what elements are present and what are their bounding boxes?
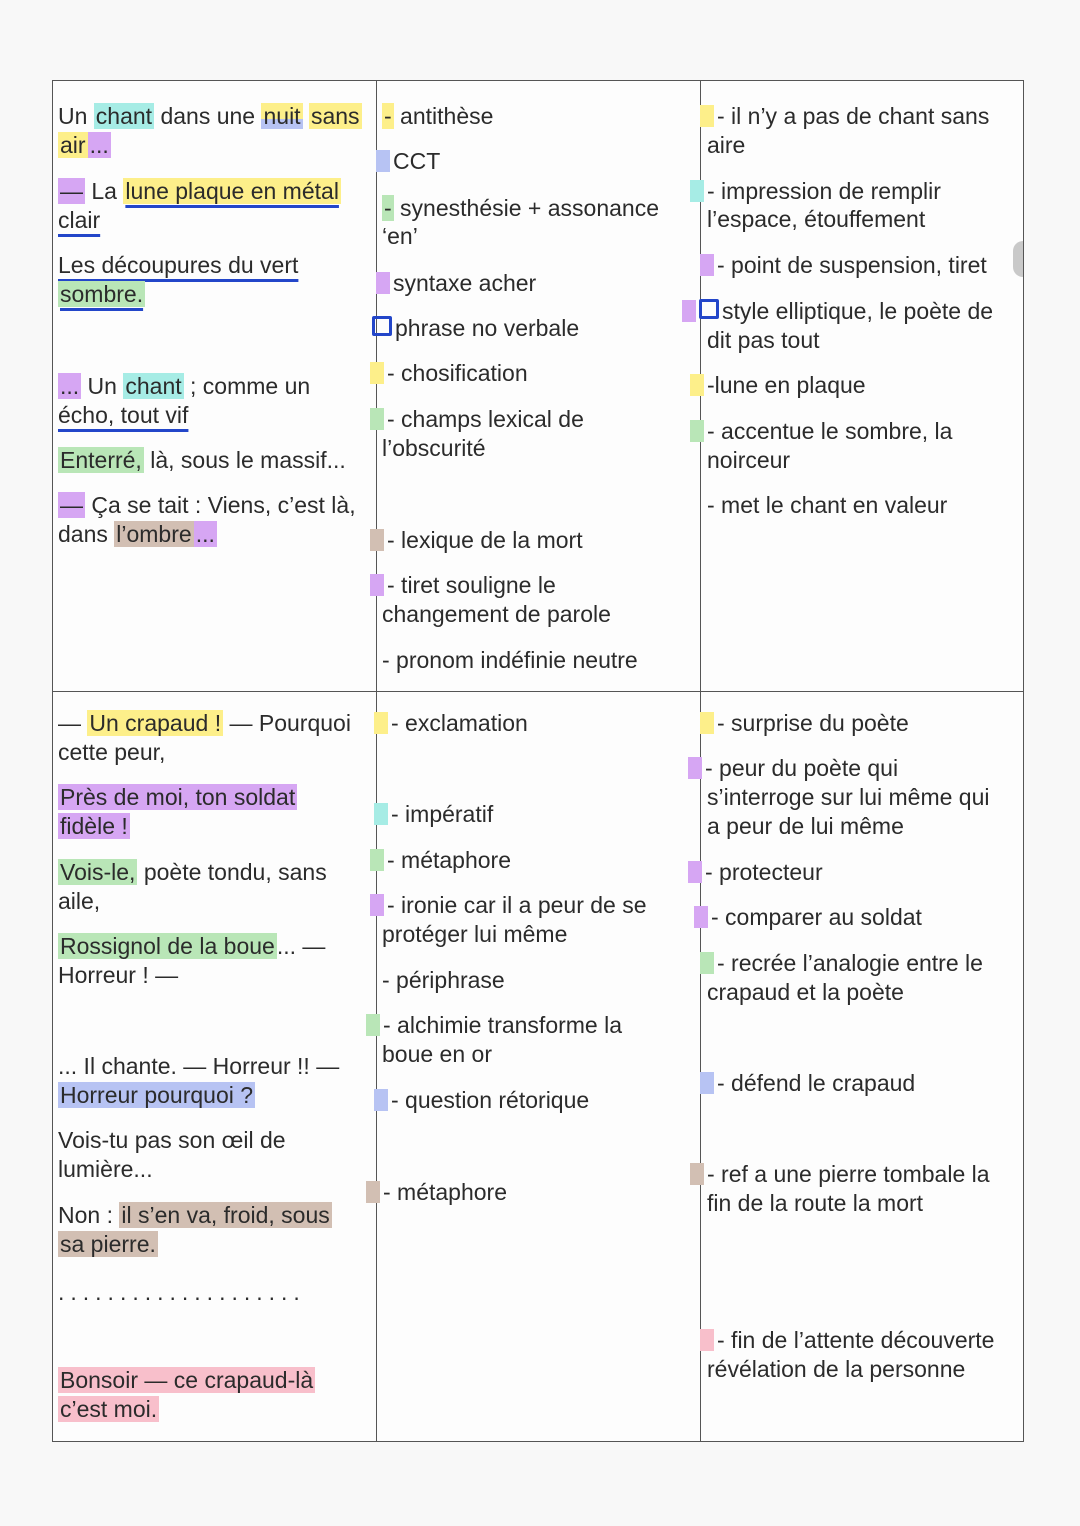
effect-label: l’espace, étouffement: [707, 206, 926, 232]
figure-label: - question rétorique: [374, 1086, 589, 1115]
figure-label: - chosification: [370, 359, 528, 388]
poem-line: ... Il chante. — Horreur !! — Horreur pourquoi ?: [58, 1053, 340, 1108]
effect-label: - peur du poète qui: [688, 754, 898, 783]
effect-label: - recrée l’analogie entre le: [700, 949, 983, 978]
figure-label: - ironie car il a peur de se: [370, 891, 647, 920]
ellipsis-line: ....................: [58, 1279, 306, 1305]
effect-label: noirceur: [707, 447, 791, 473]
poem-line: Rossignol de la boue... — Horreur ! —: [58, 933, 326, 988]
effect-label: a peur de lui même: [707, 813, 904, 839]
poem-line: Enterré, là, sous le massif...: [60, 447, 346, 473]
row-divider: [53, 691, 1023, 692]
figure-label: - antithèse: [384, 103, 494, 129]
figure-label: syntaxe acher: [376, 269, 536, 298]
effect-label: - point de suspension, tiret: [700, 251, 987, 280]
figure-label: boue en or: [382, 1041, 492, 1067]
figure-label: - impératif: [374, 800, 493, 829]
figure-label: protéger lui même: [382, 921, 568, 947]
effect-label: aire: [707, 132, 746, 158]
effect-label: -lune en plaque: [690, 371, 866, 400]
poem-line: — La lune plaque en métal clair: [58, 178, 339, 233]
figure-label: - alchimie transforme la: [366, 1011, 622, 1040]
poem-line: Près de moi, ton soldat fidèle !: [60, 784, 296, 839]
effect-label: - fin de l’attente découverte: [700, 1326, 994, 1355]
figure-label: ‘en’: [382, 223, 418, 249]
effect-label: fin de la route la mort: [707, 1190, 924, 1216]
effect-label: - impression de remplir: [690, 177, 941, 206]
page-edge-tab: [1013, 241, 1023, 277]
figure-label: - pronom indéfinie neutre: [382, 647, 638, 673]
effect-label: dit pas tout: [707, 327, 820, 353]
figure-label: phrase no verbale: [372, 314, 579, 343]
figure-label: - tiret souligne le: [370, 571, 556, 600]
effect-label: - défend le crapaud: [700, 1069, 915, 1098]
effect-label: - surprise du poète: [700, 709, 909, 738]
poem-line: Un chant dans une nuit sans air ...: [58, 103, 360, 158]
effect-label: - protecteur: [688, 858, 823, 887]
poem-line: ... Un chant ; comme un écho, tout vif: [58, 373, 311, 428]
poem-line: Vois-tu pas son œil de lumière...: [58, 1127, 286, 1182]
figure-label: changement de parole: [382, 601, 611, 627]
poem-line: Bonsoir — ce crapaud-là c’est moi.: [60, 1367, 314, 1422]
effect-label: révélation de la personne: [707, 1356, 966, 1382]
effect-label: style elliptique, le poète de: [682, 297, 993, 326]
effect-label: - il n’y a pas de chant sans: [700, 102, 989, 131]
figure-label: - lexique de la mort: [370, 526, 583, 555]
poem-line: — Ça se tait : Viens, c’est là, dans l’ombre ...: [58, 492, 356, 547]
figure-label: - synesthésie + assonance: [384, 195, 659, 221]
figure-label: - champs lexical de: [370, 405, 702, 463]
effect-label: - accentue le sombre, la: [690, 417, 952, 446]
poem-line: Vois-le, poète tondu, sans aile,: [58, 859, 327, 914]
figure-label: - périphrase: [382, 967, 505, 993]
effect-label: - comparer au soldat: [694, 903, 922, 932]
figure-label: CCT: [376, 147, 440, 176]
effect-label: - ref a une pierre tombale la: [690, 1160, 990, 1189]
effect-label: - met le chant en valeur: [707, 492, 948, 518]
figure-label: - métaphore: [366, 1178, 507, 1207]
figure-label: - exclamation: [374, 709, 528, 738]
effect-label: crapaud et la poète: [707, 979, 904, 1005]
effect-label: s’interroge sur lui même qui: [707, 784, 990, 810]
poem-line: Non : il s’en va, froid, sous sa pierre.: [58, 1202, 330, 1257]
figure-label: l’obscurité: [382, 435, 486, 461]
figure-label: - métaphore: [370, 846, 511, 875]
poem-line: — Un crapaud ! — Pourquoi cette peur,: [58, 710, 351, 765]
poem-line: Les découpures du vert sombre.: [58, 252, 299, 307]
